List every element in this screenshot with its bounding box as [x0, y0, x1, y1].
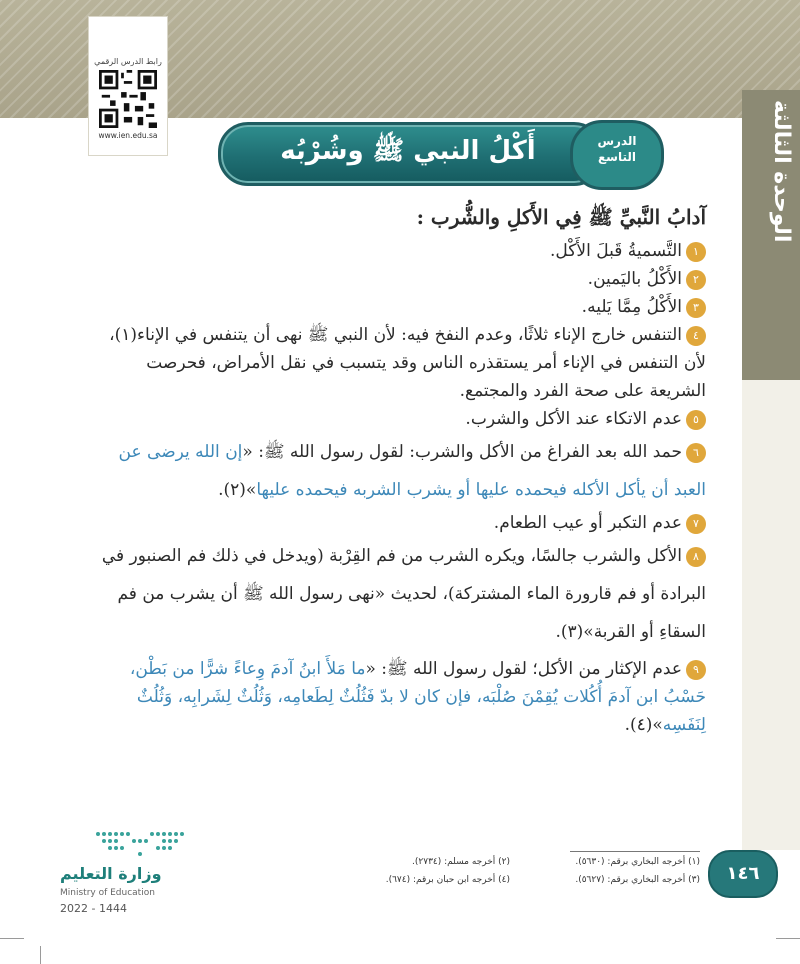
qr-code-icon: [99, 70, 157, 128]
item-number: ٦: [686, 443, 706, 463]
lesson-content: [94, 203, 706, 739]
item-text: التَّسميةُ قَبلَ الأَكْل.: [550, 241, 682, 261]
list-item: [94, 265, 706, 293]
ministry-english: Ministry of Education: [60, 888, 155, 898]
badge-line1: الدرس: [597, 134, 637, 148]
item-number: ١: [686, 242, 706, 262]
list-item: [94, 655, 706, 739]
item-text: عدم الاتكاء عند الأكل والشرب.: [465, 409, 682, 429]
crop-mark: [40, 946, 41, 964]
unit-tab-label: الوحدة الثالثة: [769, 99, 794, 243]
badge-line2: التاسع: [597, 150, 637, 164]
item-number: ٨: [686, 547, 706, 567]
list-item: [94, 433, 706, 509]
item-text: الأَكْلُ مِمَّا يَليه.: [581, 297, 682, 317]
item-text: الأكل والشرب جالسًا، ويكره الشرب من فم القِرْبة (ويدخل في ذلك فم الصنبور في البرادة أو فم قارورة الماء المشتركة)، لحديث «نهى رسول الله ﷺ أن يشرب من فم السقاءِ أو القربة»(٣).: [101, 546, 706, 642]
list-item: [94, 405, 706, 433]
item-number: ٧: [686, 514, 706, 534]
lesson-title: أَكْلُ النبي ﷺ وشُرْبُه: [280, 136, 536, 166]
footnote: (٤) أخرجه ابن حبان برقم: (٦٧٤).: [385, 875, 510, 885]
hadith-quote: إن الله يرضى عن العبد أن يأكل الأكله فيحمده عليها أو يشرب الشربه فيحمده عليها: [118, 442, 706, 500]
hadith-quote: ما مَلأَ ابنُ آدمَ وِعاءً شرًّا من بَطْن، حَسْبُ ابن آدمَ أُكُلات يُقِمْنَ صُلْبَه، فإن كان لا بدّ فَثُلُثٌ لِطَعامِه، وَثُلُثٌ لِشَرابِه، وَثُلُثٌ لِنَفَسِه: [129, 659, 706, 735]
qr-url[interactable]: www.ien.edu.sa: [98, 131, 158, 140]
list-item: [94, 237, 706, 265]
item-text: حمد الله بعد الفراغ من الأكل والشرب: لقول رسول الله ﷺ: «: [242, 442, 682, 462]
lesson-banner: [218, 120, 658, 184]
footnotes: [320, 855, 700, 895]
crop-mark: [776, 938, 800, 939]
qr-caption: رابط الدرس الرقمي: [94, 57, 162, 66]
list-item: [94, 321, 706, 405]
footnote-rule: [570, 851, 700, 852]
section-heading: آدابُ النَّبيِّ ﷺ فِي الأَكلِ والشُّرب :: [416, 205, 706, 229]
item-number: ٢: [686, 270, 706, 290]
ministry-year: 2022 - 1444: [60, 902, 127, 915]
item-text: عدم التكبر أو عيب الطعام.: [493, 513, 682, 533]
item-number: ٤: [686, 326, 706, 346]
item-number: ٥: [686, 410, 706, 430]
ministry-arabic: وزارة التعليم: [60, 864, 162, 883]
list-item: [94, 537, 706, 651]
footnote: (٢) أخرجه مسلم: (٢٧٣٤).: [412, 857, 510, 867]
crop-mark: [0, 938, 24, 939]
item-number: ٣: [686, 298, 706, 318]
item-end: »(٤).: [624, 715, 663, 735]
lesson-number-badge: [570, 120, 664, 190]
item-text: عدم الإكثار من الأكل؛ لقول رسول الله ﷺ: «: [365, 659, 682, 679]
item-number: ٩: [686, 660, 706, 680]
item-end: »(٢).: [218, 480, 257, 500]
footnote: (١) أخرجه البخاري برقم: (٥٦٣٠).: [575, 857, 700, 867]
ministry-logo: [60, 826, 200, 916]
list-item: [94, 293, 706, 321]
side-margin: [742, 380, 800, 850]
footnote: (٣) أخرجه البخاري برقم: (٥٦٢٧).: [575, 875, 700, 885]
ministry-emblem-icon: [92, 826, 188, 860]
item-text: الأَكْلُ باليَمين.: [587, 269, 682, 289]
item-text: التنفس خارج الإناء ثلاثًا، وعدم النفخ فيه: لأن النبي ﷺ نهى أن يتنفس في الإناء(١)، لأن التنفس في الإناء أمر يستقذره الناس وقد يتسبب في نقل الأمراض، فحرصت الشريعة على صحة الفرد والمجتمع.: [109, 325, 706, 401]
page-number: ١٤٦: [708, 850, 778, 898]
list-item: [94, 509, 706, 537]
qr-card[interactable]: [88, 16, 168, 156]
